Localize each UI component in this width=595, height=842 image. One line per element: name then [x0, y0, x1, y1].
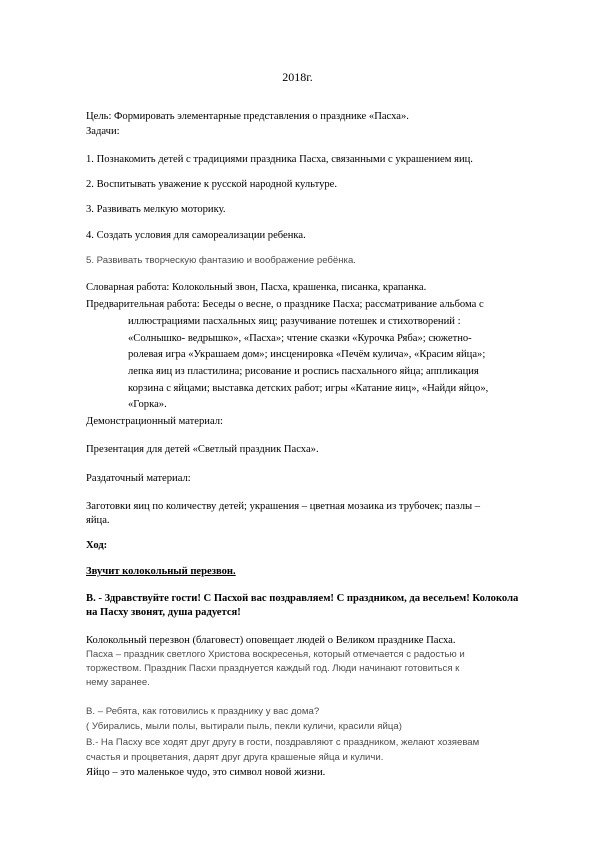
dialog-line: счастья и процветания, дарят друг друга крашеные яйца и куличи. [86, 752, 384, 763]
preliminary-work-line: иллюстрациями пасхальных яиц; разучивание потешек и стихотворений : [128, 316, 461, 327]
closing-line: Яйцо – это маленькое чудо, это символ новой жизни. [86, 767, 326, 778]
preliminary-work-line: лепка яиц из пластилина; рисование и роспись пасхального яйца; аппликация [128, 366, 479, 377]
preliminary-work-line: Предварительная работа: Беседы о весне, о празднике Пасха; рассматривание альбома с [86, 299, 484, 310]
task-item: 3. Развивать мелкую моторику. [86, 204, 226, 215]
easter-text-line: нему заранее. [86, 677, 150, 688]
task-item: 2. Воспитывать уважение к русской народной культуре. [86, 179, 338, 190]
bells-heading: Звучит колокольный перезвон. [86, 566, 236, 577]
demo-material-text: Презентация для детей «Светлый праздник Пасха». [86, 444, 319, 455]
course-heading: Ход: [86, 540, 108, 551]
year-heading: 2018г. [282, 70, 313, 84]
preliminary-work-line: «Солнышко- ведрышко», «Пасха»; чтение сказки «Курочка Ряба»; сюжетно- [128, 333, 472, 344]
task-item: 5. Развивать творческую фантазию и воображение ребёнка. [86, 255, 356, 266]
bells-text: Колокольный перезвон (благовест) оповещает людей о Великом празднике Пасха. [86, 635, 456, 646]
preliminary-work-line: «Горка». [128, 399, 167, 410]
demo-material-heading: Демонстрационный материал: [86, 416, 223, 427]
task-item: 4. Создать условия для самореализации ребенка. [86, 230, 306, 241]
handout-heading: Раздаточный материал: [86, 473, 191, 484]
handout-text-line: Заготовки яиц по количеству детей; украшения – цветная мозаика из трубочек; пазлы – [86, 501, 481, 512]
dialog-line: ( Убирались, мыли полы, вытирали пыль, пекли куличи, красили яйца) [86, 721, 402, 732]
easter-text-line: торжеством. Праздник Пасхи празднуется каждый год. Люди начинают готовиться к [86, 663, 460, 674]
easter-text-line: Пасха – праздник светлого Христова воскресенья, который отмечается с радостью и [86, 649, 465, 660]
dialog-line: В.- На Пасху все ходят друг другу в гости, поздравляют с праздником, желают хозяевам [86, 737, 480, 748]
teacher-greeting-line: на Пасху звонят, душа радуется! [86, 607, 241, 618]
preliminary-work-line: корзина с яйцами; выставка детских работ; игры «Катание яиц», «Найди яйцо», [128, 383, 489, 394]
task-item: 1. Познакомить детей с традициями праздника Пасха, связанными с украшением яиц. [86, 154, 473, 165]
tasks-heading: Задачи: [86, 126, 120, 137]
dialog-line: В. – Ребята, как готовились к празднику у вас дома? [86, 706, 320, 717]
teacher-greeting-line: В. - Здравствуйте гости! С Пасхой вас поздравляем! С праздником, да весельем! Колокола [86, 593, 519, 604]
vocabulary-line: Словарная работа: Колокольный звон, Пасха, крашенка, писанка, крапанка. [86, 282, 427, 293]
preliminary-work-line: ролевая игра «Украшаем дом»; инсценировка «Печём кулича», «Красим яйца»; [128, 349, 486, 360]
goal-line: Цель: Формировать элементарные представления о празднике «Пасха». [86, 111, 409, 122]
handout-text-line: яйца. [86, 515, 110, 526]
